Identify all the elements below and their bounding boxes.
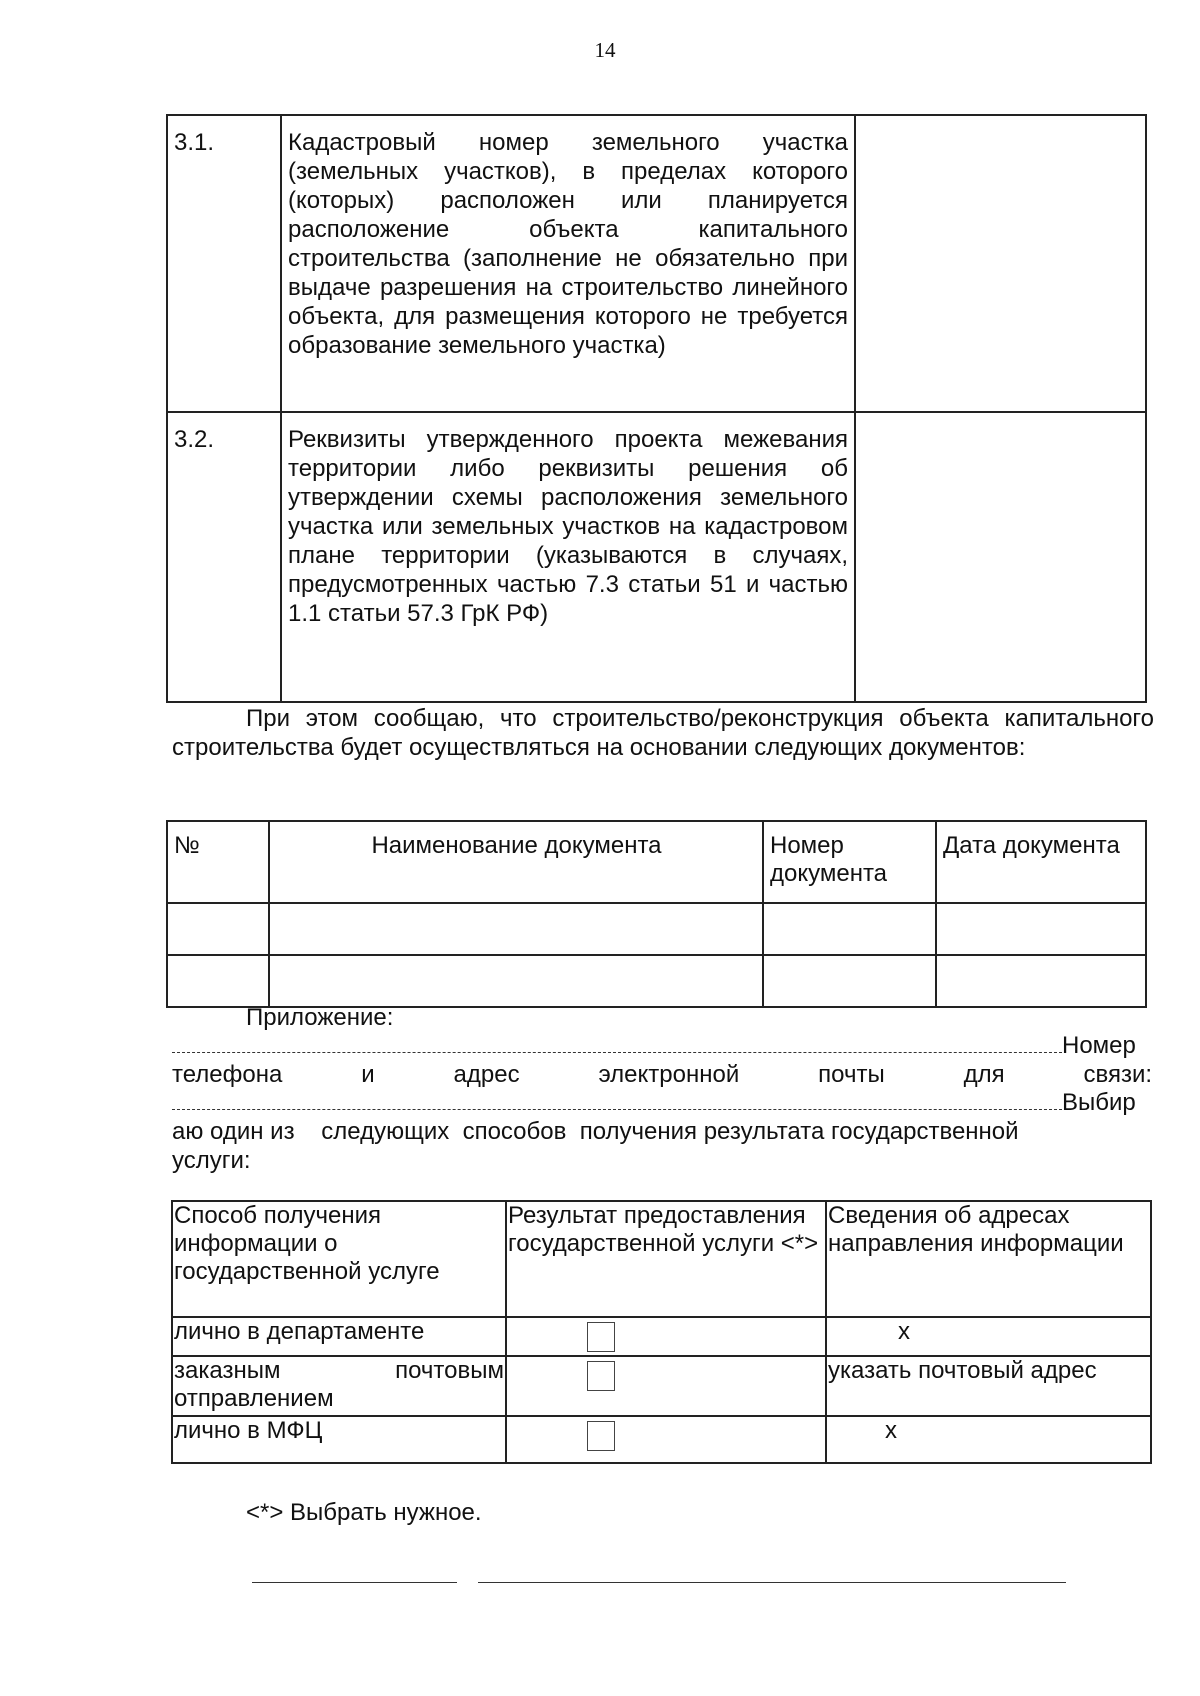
contact-word: телефона [172, 1061, 283, 1088]
header-doc-name: Наименование документа [269, 821, 763, 903]
name-line[interactable] [478, 1582, 1066, 1583]
table-header-row [172, 1201, 1151, 1317]
header-address: Сведения об адресах направления информации [826, 1201, 1151, 1317]
contact-words-line [172, 1060, 1152, 1089]
header-method: Способ получения информации о государственной услуге [172, 1201, 506, 1317]
table-header-row [167, 821, 1146, 903]
table-row [172, 1416, 1151, 1463]
cell-doc-date[interactable] [936, 903, 1146, 955]
cadastral-info-table [166, 114, 1147, 703]
cell-doc-number[interactable] [763, 955, 936, 1007]
address-cell [826, 1356, 1151, 1416]
row-description: Кадастровый номер земельного участка (земельных участков), в пределах которого (которых) расположен или планируется расположение объекта капитального строительства (заполнение не обязательно при выдаче разрешения на строительство линейного объекта, для размещения которого не требуется образование земельного участка) [281, 115, 855, 412]
table-row [167, 412, 1146, 702]
method-label: заказным почтовым отправлением [172, 1356, 506, 1416]
signature-line[interactable] [252, 1582, 457, 1583]
cell-doc-name[interactable] [269, 903, 763, 955]
address-value: указать почтовый адрес [828, 1357, 1097, 1384]
header-doc-number: Номер документа [763, 821, 936, 903]
row-value-field[interactable] [855, 115, 1146, 412]
choice-text-line-end: услуги: [172, 1147, 251, 1174]
table-row [167, 903, 1146, 955]
contact-fill-line [172, 1088, 1152, 1117]
choice-text-line: аю один из следующих способов получения результата государственной [172, 1118, 1019, 1145]
contact-word: почты [818, 1061, 885, 1088]
address-value: х [885, 1417, 897, 1444]
contact-word: адрес [453, 1061, 520, 1088]
appendix-label: Приложение: [246, 1004, 394, 1031]
table-row [167, 955, 1146, 1007]
footnote: <*> Выбрать нужное. [246, 1499, 482, 1526]
contact-word: связи: [1083, 1061, 1153, 1088]
method-label: лично в департаменте [172, 1317, 506, 1356]
statement-paragraph: При этом сообщаю, что строительство/реконструкция объекта капитального строительства будет осуществляться на основании следующих документов: [172, 705, 1154, 761]
cell-num[interactable] [167, 955, 269, 1007]
header-doc-date: Дата документа [936, 821, 1146, 903]
table-row [172, 1317, 1151, 1356]
method-label: лично в МФЦ [172, 1416, 506, 1463]
address-value: х [898, 1318, 910, 1345]
address-cell [826, 1416, 1151, 1463]
cell-doc-date[interactable] [936, 955, 1146, 1007]
address-cell [826, 1317, 1151, 1356]
appendix-blank[interactable] [172, 1032, 1062, 1053]
row-number: 3.1. [167, 115, 281, 412]
row-number: 3.2. [167, 412, 281, 702]
result-cell [506, 1317, 826, 1356]
table-row [172, 1356, 1151, 1416]
contact-word: электронной [598, 1061, 740, 1088]
row-value-field[interactable] [855, 412, 1146, 702]
row-description: Реквизиты утвержденного проекта межевания территории либо реквизиты решения об утверждении схемы расположения земельного участка или земельных участков на кадастровом плане территории (указываются в случаях, предусмотренных частью 7.3 статьи 51 и частью 1.1 статьи 57.3 ГрК РФ) [281, 412, 855, 702]
result-method-table [171, 1200, 1152, 1464]
result-checkbox[interactable] [587, 1322, 615, 1352]
result-cell [506, 1416, 826, 1463]
cell-doc-number[interactable] [763, 903, 936, 955]
header-result: Результат предоставления государственной услуги <*> [506, 1201, 826, 1317]
header-num: № [167, 821, 269, 903]
result-cell [506, 1356, 826, 1416]
cell-num[interactable] [167, 903, 269, 955]
page-number: 14 [594, 38, 616, 62]
appendix-fill-line [172, 1031, 1152, 1060]
choice-label-start: Выбир [1062, 1089, 1136, 1116]
contact-blank[interactable] [172, 1089, 1062, 1110]
contact-word: для [963, 1061, 1005, 1088]
documents-table [166, 820, 1147, 1008]
result-checkbox[interactable] [587, 1421, 615, 1451]
table-row [167, 115, 1146, 412]
contact-word: и [361, 1061, 375, 1088]
result-checkbox[interactable] [587, 1361, 615, 1391]
cell-doc-name[interactable] [269, 955, 763, 1007]
phone-label-start: Номер [1062, 1032, 1136, 1059]
